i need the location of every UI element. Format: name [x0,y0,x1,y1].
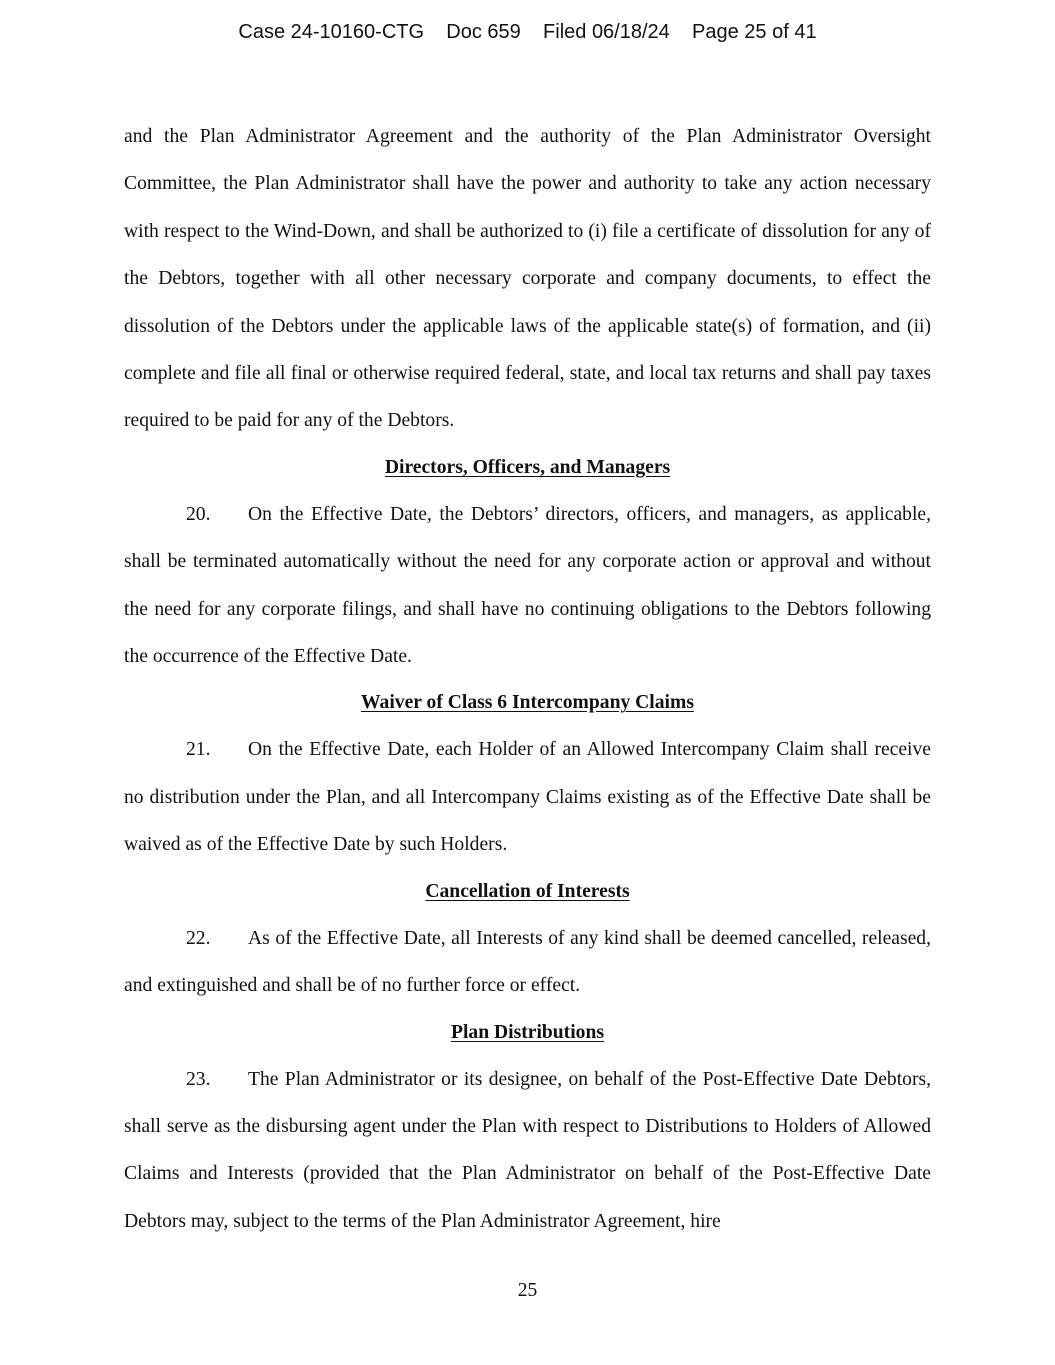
section-heading-directors: Directors, Officers, and Managers [384,456,671,478]
paragraph-number: 20. [186,503,211,525]
intro-paragraph: and the Plan Administrator Agreement and the authority of the Plan Administrator Oversight Committee, the Plan Administrator shall have the power and authority to take any action necessary with respect to the Wind-Down, and shall be authorized to (i) file a certificate of dissolution for any of the Debtors, together with all other necessary corporate and company documents, to effect the dissolution of the Debtors under the applicable laws of the applicable state(s) of formation, and (ii) complete and file all final or otherwise required federal, state, and local tax returns and shall pay taxes required to be paid for any of the Debtors. [124,126,931,432]
case-number: Case 24-10160-CTG [238,21,425,43]
paragraph-text: On the Effective Date, the Debtors’ directors, officers, and managers, as applicable, shall be terminated automatically without the need for any corporate action or approval and without the need for any corporate filings, and shall have no continuing obligations to the Debtors following the occurrence of the Effective Date. [124,503,931,668]
section-heading-cancellation: Cancellation of Interests [425,880,630,902]
paragraph-20 [124,491,931,681]
page-count: Page 25 of 41 [692,21,817,43]
section-heading-waiver: Waiver of Class 6 Intercompany Claims [361,692,694,714]
paragraph-number: 22. [186,927,211,949]
section-heading-distributions: Plan Distributions [451,1021,604,1043]
document-body [124,113,931,1245]
paragraph-number: 23. [186,1068,211,1090]
doc-number: Doc 659 [446,21,521,43]
paragraph-text: As of the Effective Date, all Interests of any kind shall be deemed cancelled, released, and extinguished and shall be of no further force or effect. [124,927,931,997]
filing-header [0,19,1055,45]
paragraph-22 [124,915,931,1010]
filed-date: Filed 06/18/24 [543,21,670,43]
paragraph-number: 21. [186,739,211,761]
paragraph-text: On the Effective Date, each Holder of an Allowed Intercompany Claim shall receive no distribution under the Plan, and all Intercompany Claims existing as of the Effective Date shall be waived as of the Effective Date by such Holders. [124,739,931,856]
paragraph-21 [124,726,931,868]
page-number: 25 [517,1280,538,1301]
paragraph-text: The Plan Administrator or its designee, on behalf of the Post-Effective Date Debtors, shall serve as the disbursing agent under the Plan with respect to Distributions to Holders of Allowed Claims and Interests (provided that the Plan Administrator on behalf of the Post-Effective Date Debtors may, subject to the terms of the Plan Administrator Agreement, hire [124,1068,931,1232]
paragraph-23 [124,1056,931,1246]
